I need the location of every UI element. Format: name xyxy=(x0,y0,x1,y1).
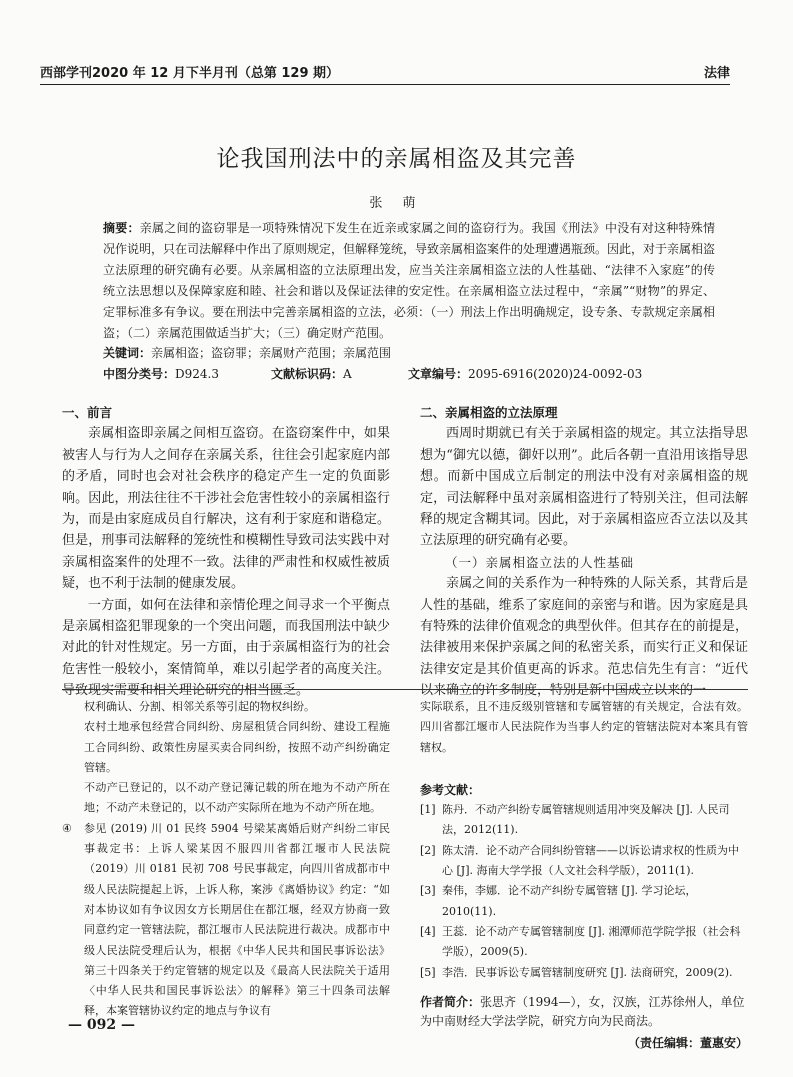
right-column xyxy=(420,402,748,702)
abstract-label: 摘要： xyxy=(103,221,140,235)
author-bio-text: 张思齐（1994—），女，汉族，江苏徐州人，单位为中南财经大学法学院，研究方向为民商法。 xyxy=(420,994,745,1028)
footnote-continuation: 权利确认、分割、相邻关系等引起的物权纠纷。 xyxy=(84,700,315,713)
right-bottom-block xyxy=(420,697,748,1053)
paragraph: 亲属相盗即亲属之间相互盗窃。在盗窃案件中，如果被害人与行为人之间存在亲属关系，往往会引起家庭内部的矛盾，同时也会对社会秩序的稳定产生一定的负面影响。因此，刑法往往不干涉社会危害性较小的亲属相盗行为，而是由家庭成员自行解决，这有利于家庭和谐稳定。但是，刑事司法解释的笼统性和模糊性导致司法实践中对亲属相盗案件的处理不一致。法律的严肃性和权威性被质疑，也不利于法制的健康发展。 xyxy=(62,426,390,592)
reference-number: [2] xyxy=(420,843,436,857)
journal-name: 西部学刊2020 年 12 月下半月刊（总第 129 期） xyxy=(40,66,340,81)
references-heading: 参考文献： xyxy=(420,782,481,797)
abstract xyxy=(103,218,715,344)
article-no-label: 文章编号： xyxy=(408,367,469,381)
paragraph: 一方面，如何在法律和亲情伦理之间寻求一个平衡点是亲属相盗犯罪现象的一个突出问题，而我国刑法中缺少对此的针对性规定。另一方面，由于亲属相盗行为的社会危害性一般较小，案情简单，难以引起学者的高度关注。导致现实需要和相关理论研究的相当匮乏。 xyxy=(62,597,390,699)
document-code xyxy=(271,365,352,383)
paragraph: 西周时期就已有关于亲属相盗的规定。其立法指导思想为“御宄以德，御奸以刑”。此后各朝一直沿用该指导思想。而新中国成立后制定的刑法中没有对亲属相盗的规定，司法解释中虽对亲属相盗进行了特别关注，但司法解释的规定含糊其词。因此，对于亲属相盗应否立法以及其立法原理的研究确有必要。 xyxy=(420,426,748,549)
keywords-label: 关键词： xyxy=(103,346,152,360)
author-bio-label: 作者简介： xyxy=(420,994,481,1009)
doc-code-label: 文献标识码： xyxy=(271,367,344,381)
reference-item xyxy=(420,800,748,841)
section-heading-principle: 二、亲属相盗的立法原理 xyxy=(420,405,558,420)
keywords-text: 亲属相盗；盗窃罪；亲属财产范围；亲属范围 xyxy=(151,346,392,360)
classification-label: 中图分类号： xyxy=(103,367,176,381)
abstract-text: 亲属之间的盗窃罪是一项特殊情况下发生在近亲或家属之间的盗窃行为。我国《刑法》中没有对这种特殊情况作说明，只在司法解释中作出了原则规定，但解释笼统，导致亲属相盗案件的处理遭遇瓶颈。因此，对于亲属相盗立法原理的研究确有必要。从亲属相盗的立法原理出发，应当关注亲属相盗立法的人性基础、“法律不入家庭”的传统立法思想以及保障家庭和睦、社会和谐以及保证法律的安定性。在亲属相盗立法过程中，“亲属”“财物”的界定、定罪标准多有争议。要在刑法中完善亲属相盗的立法，必须：（一）刑法上作出明确规定，设专条、专款规定亲属相盗；（二）亲属范围做适当扩大；（三）确定财产范围。 xyxy=(103,221,716,340)
keywords xyxy=(103,344,715,362)
footnotes xyxy=(62,697,390,1022)
article-title: 论我国刑法中的亲属相盗及其完善 xyxy=(216,146,577,172)
footnote-continuation: 农村土地承包经营合同纠纷、房屋租赁合同纠纷、建设工程施工合同纠纷、政策性房屋买卖合同纠纷，按照不动产纠纷确定管辖。 xyxy=(84,720,390,774)
reference-number: [4] xyxy=(420,924,436,938)
running-header xyxy=(40,62,730,82)
reference-text: 王蕊．论不动产专属管辖制度 [J]. 湘潭师范学院学报（社会科学版），2009(5). xyxy=(442,924,741,959)
doc-code-value: A xyxy=(343,367,352,381)
reference-text: 陈丹．不动产纠纷专属管辖规则适用冲突及解决 [J]. 人民司法，2012(11). xyxy=(442,803,730,837)
footnote-continuation: 实际联系，且不违反级别管辖和专属管辖的有关规定，合法有效。四川省都江堰市人民法院作为当事人约定的管辖法院对本案具有管辖权。 xyxy=(420,700,748,754)
reference-item xyxy=(420,963,748,983)
paragraph: 亲属之间的关系作为一种特殊的人际关系，其背后是人性的基础，维系了家庭间的亲密与和谐。因为家庭是具有特殊的法律价值观念的典型伙伴。但其存在的前提是，法律被用来保护亲属之间的私密关系，而实行正义和保证法律安定是其价值更高的诉求。范忠信先生有言：“近代以来确立的许多制度，特别是新中国成立以来的一 xyxy=(420,576,748,699)
article-no-value: 2095-6916(2020)24-0092-03 xyxy=(468,367,643,381)
classification-value: D924.3 xyxy=(175,367,219,381)
reference-text: 李浩．民事诉讼专属管辖制度研究 [J]. 法商研究，2009(2). xyxy=(442,965,733,979)
reference-text: 秦伟，李娜．论不动产纠纷专属管辖 [J]. 学习论坛，2010(11). xyxy=(442,884,697,918)
responsible-editor: （责任编辑：董惠安） xyxy=(627,1035,748,1050)
reference-item xyxy=(420,841,748,882)
reference-item xyxy=(420,922,748,963)
reference-number: [5] xyxy=(420,965,436,979)
author-bio xyxy=(420,993,748,1031)
footnote-number: ④ xyxy=(62,821,72,835)
reference-text: 陈太清．论不动产合同纠纷管辖——以诉讼请求权的性质为中心 [J]. 海南大学学报（人文社会科学版），2011(1). xyxy=(442,843,739,878)
section-heading-intro: 一、前言 xyxy=(62,405,113,420)
subsection-heading: （一）亲属相盗立法的人性基础 xyxy=(445,554,635,570)
article-number xyxy=(408,365,642,383)
classification-number xyxy=(103,365,219,383)
reference-number: [1] xyxy=(420,803,436,817)
article-author: 张 萌 xyxy=(369,196,424,211)
footnote-text: 参见 (2019) 川 01 民终 5904 号梁某离婚后财产纠纷二审民事裁定书：上诉人梁某因不服四川省都江堰市人民法院（2019）川 0181 民初 708 号民事裁定，向四川省成都市中级人民法院提起上诉，上诉人称，案涉《离婚协议》约定：“如对本协议如有争议因女方长期居住在都江堰，经双方协商一致同意约定一管辖法院，都江堰市人民法院进行裁决。成都市中级人民法院受理后认为，根据《中华人民共和国民事诉讼法》第三十四条关于约定管辖的规定以及《最高人民法院关于适用〈中华人民共和国民事诉讼法〉的解释》第三十四条司法解释，本案管辖协议约定的地点与争议有 xyxy=(84,821,390,1018)
footnote-continuation: 不动产已登记的，以不动产登记簿记载的所在地为不动产所在地；不动产未登记的，以不动产实际所在地为不动产所在地。 xyxy=(84,781,390,815)
section-name: 法律 xyxy=(703,66,730,81)
footnote-divider xyxy=(62,689,748,690)
reference-number: [3] xyxy=(420,884,436,898)
header-divider xyxy=(40,84,730,85)
page-number: — 092 — xyxy=(68,1017,135,1033)
reference-item xyxy=(420,881,748,922)
left-column xyxy=(62,402,390,702)
